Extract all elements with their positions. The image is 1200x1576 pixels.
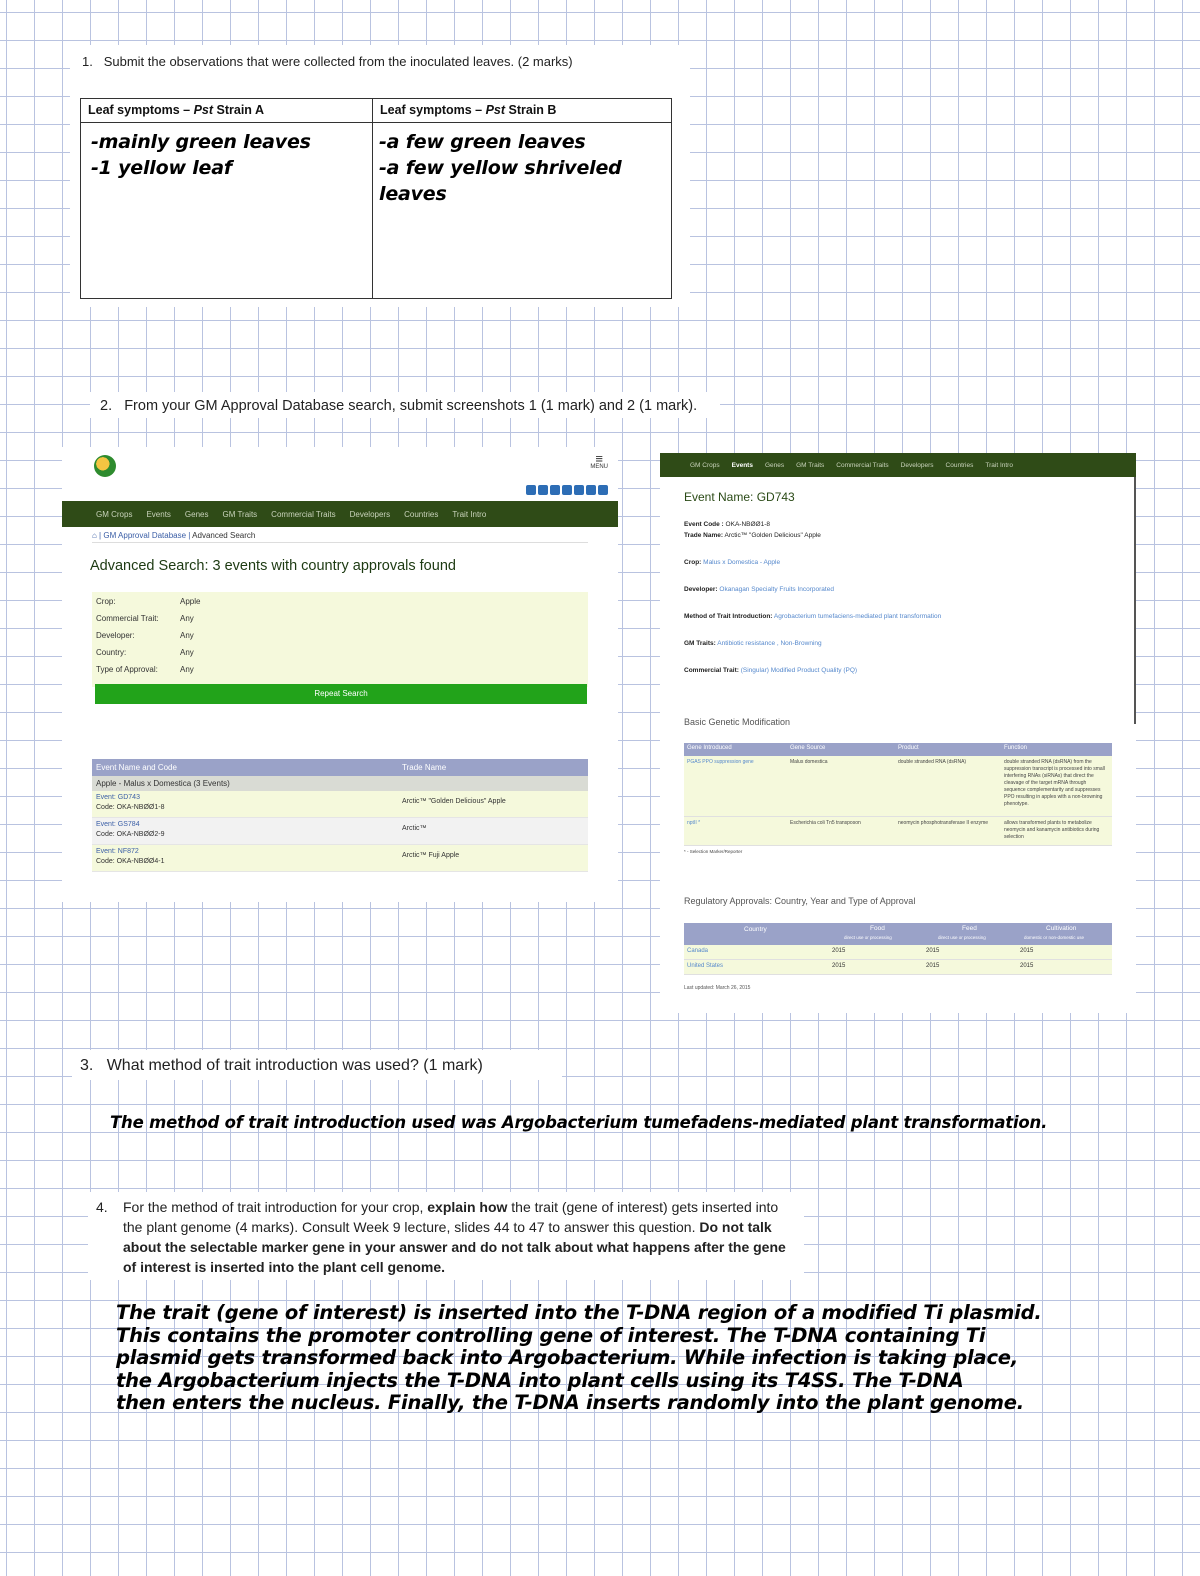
strain-a-observations: -mainly green leaves -1 yellow leaf xyxy=(91,131,311,179)
header-strain-b: Leaf symptoms – Pst Strain B xyxy=(372,99,671,123)
nav-gm-crops[interactable]: GM Crops xyxy=(690,461,720,469)
table-row: Canada 2015 2015 2015 xyxy=(684,945,1112,960)
results-group: Apple - Malus x Domestica (3 Events) xyxy=(92,776,588,791)
divider xyxy=(92,542,588,543)
nav-events[interactable]: Events xyxy=(731,461,753,469)
linkedin-icon[interactable] xyxy=(574,485,584,495)
trait-method: Method of Trait Introduction: Agrobacterium tumefaciens-mediated plant transformation xyxy=(684,613,942,620)
method-link[interactable]: Agrobacterium tumefaciens-mediated plant transformation xyxy=(773,613,942,620)
gm-traits-link[interactable]: Antibiotic resistance , Non-Browning xyxy=(717,640,822,647)
nav-countries[interactable]: Countries xyxy=(404,509,439,519)
main-nav xyxy=(62,501,618,527)
main-nav xyxy=(660,453,1136,477)
criteria-row: Commercial Trait: Any xyxy=(96,614,194,623)
nav-developers[interactable]: Developers xyxy=(900,461,934,469)
commercial-trait-link[interactable]: (Singular) Modified Product Quality (PQ) xyxy=(740,667,858,674)
trade-name: Trade Name: Arctic™ "Golden Delicious" Apple xyxy=(684,532,821,539)
nav-gm-crops[interactable]: GM Crops xyxy=(96,509,133,519)
twitter-icon[interactable] xyxy=(538,485,548,495)
email-icon[interactable] xyxy=(598,485,608,495)
criteria-row: Crop: Apple xyxy=(96,597,201,606)
column-divider xyxy=(372,123,373,298)
commercial-trait: Commercial Trait: (Singular) Modified Product Quality (PQ) xyxy=(684,667,858,674)
nav-genes[interactable]: Genes xyxy=(764,461,785,469)
menu-icon[interactable]: ≡ MENU xyxy=(590,451,608,470)
site-header xyxy=(62,447,618,484)
nav-commercial-traits[interactable]: Commercial Traits xyxy=(836,461,889,469)
results-header: Event Name and Code Trade Name xyxy=(92,759,588,776)
approvals-header: Country Food direct use or processing Feed direct use or processing Cultivation domestic or non-domestic use xyxy=(684,923,1112,945)
gene-link[interactable]: PGAS PPO suppression gene xyxy=(687,759,754,765)
header-strain-a: Leaf symptoms – Pst Strain A xyxy=(81,99,372,123)
crop: Crop: Malus x Domestica - Apple xyxy=(684,559,781,566)
screenshot-1 xyxy=(62,447,618,902)
search-criteria xyxy=(92,592,588,687)
scrollbar[interactable] xyxy=(1134,477,1136,724)
table-row: Event: GS784 Code: OKA-NBØØ2-9 Arctic™ xyxy=(92,818,588,845)
marker-note: * - Selection Marker/Reporter xyxy=(684,849,743,854)
event-title: Event Name: GD743 xyxy=(684,490,795,504)
gene-link[interactable]: nptII * xyxy=(687,820,701,826)
q4-question: 4. For the method of trait introduction for your crop, explain how the trait (gene of interest) gets inserted into the plant genome (4 marks). Consult Week 9 lecture, slides 44 to 47 to answer this question. Do not talk about the selectable marker gene in your answer and do not talk about what happens after the gene of interest is inserted into the plant cell genome. xyxy=(96,1199,786,1275)
event-link[interactable]: Event: NF872 xyxy=(96,848,139,855)
approvals-table xyxy=(684,923,1112,975)
regulatory-title: Regulatory Approvals: Country, Year and Type of Approval xyxy=(684,896,916,906)
table-row: nptII * Escherichia coli Tn5 transposon neomycin phosphotransferase II enzyme allows transformed plants to metabolize neomycin and kanamycin antibiotics during selection xyxy=(684,817,1112,846)
developer-link[interactable]: Okanagan Specialty Fruits Incorporated xyxy=(719,586,834,593)
basic-gm-title: Basic Genetic Modification xyxy=(684,717,791,727)
event-code: Event Code : OKA-NBØØ1-8 xyxy=(684,521,770,528)
nav-gm-traits[interactable]: GM Traits xyxy=(222,509,258,519)
nav-developers[interactable]: Developers xyxy=(349,509,391,519)
event-link[interactable]: Event: GS784 xyxy=(96,821,140,828)
repeat-search-button[interactable]: Repeat Search xyxy=(95,684,587,704)
last-updated: Last updated: March 26, 2015 xyxy=(684,985,751,991)
screenshot-2 xyxy=(660,453,1136,1013)
criteria-row: Country: Any xyxy=(96,648,194,657)
nav-trait-intro[interactable]: Trait Intro xyxy=(985,461,1013,469)
table-row: PGAS PPO suppression gene Malus domestica double stranded RNA (dsRNA) double stranded RNA (dsRNA) from the suppression transcript is processed into small interfering RNAs (siRNAs) that direct the cleavage of the target mRNA through sequence complementarity and suppresses PPO resulting in apples with a non-browning phenotype. xyxy=(684,756,1112,817)
nav-gm-traits[interactable]: GM Traits xyxy=(796,461,825,469)
table-row: United States 2015 2015 2015 xyxy=(684,960,1112,975)
breadcrumb-link[interactable]: GM Approval Database xyxy=(103,531,187,540)
table-row: Event: NF872 Code: OKA-NBØØ4-1 Arctic™ Fuji Apple xyxy=(92,845,588,872)
nav-events[interactable]: Events xyxy=(146,509,171,519)
table-row: Event: GD743 Code: OKA-NBØØ1-8 Arctic™ "Golden Delicious" Apple xyxy=(92,791,588,818)
gene-table-header: Gene Introduced Gene Source Product Function xyxy=(684,743,1112,756)
nav-countries[interactable]: Countries xyxy=(945,461,974,469)
crop-link[interactable]: Malus x Domestica - Apple xyxy=(703,559,781,566)
gm-traits: GM Traits: Antibiotic resistance , Non-Browning xyxy=(684,640,822,647)
q3-question: 3. What method of trait introduction was used? (1 mark) xyxy=(80,1057,483,1074)
q4-answer: The trait (gene of interest) is inserted into the T-DNA region of a modified Ti plasmid. This contains the promoter controlling gene of interest. The T-DNA containing Ti plasmid gets transformed back into Argobacterium. While infection is taking place, the Argobacterium injects the T-DNA into plant cells using its T4SS. The T-DNA then enters the nucleus. Finally, the T-DNA inserts randomly into the plant genome. xyxy=(116,1301,1042,1414)
isaaa-logo xyxy=(94,455,116,477)
criteria-row: Developer: Any xyxy=(96,631,194,640)
search-title: Advanced Search: 3 events with country approvals found xyxy=(90,558,456,574)
q2-question: 2. From your GM Approval Database search, submit screenshots 1 (1 mark) and 2 (1 mark). xyxy=(100,398,698,414)
nav-commercial-traits[interactable]: Commercial Traits xyxy=(271,509,336,519)
instagram-icon[interactable] xyxy=(550,485,560,495)
results-table xyxy=(92,759,588,872)
developer: Developer: Okanagan Specialty Fruits Incorporated xyxy=(684,586,834,593)
country-link[interactable]: United States xyxy=(687,963,724,969)
observations-table xyxy=(80,98,672,299)
social-icons xyxy=(526,485,608,495)
nav-trait-intro[interactable]: Trait Intro xyxy=(452,509,487,519)
country-link[interactable]: Canada xyxy=(687,948,709,954)
q1-question: 1. Submit the observations that were collected from the inoculated leaves. (2 marks) xyxy=(82,54,573,69)
event-link[interactable]: Event: GD743 xyxy=(96,794,140,801)
facebook-icon[interactable] xyxy=(526,485,536,495)
criteria-row: Type of Approval: Any xyxy=(96,665,194,674)
q3-answer: The method of trait introduction used was Argobacterium tumefadens-mediated plant transformation. xyxy=(110,1113,1048,1132)
rss-icon[interactable] xyxy=(586,485,596,495)
gene-table xyxy=(684,743,1112,846)
nav-genes[interactable]: Genes xyxy=(184,509,209,519)
breadcrumb: ⌂ | GM Approval Database | Advanced Search xyxy=(92,531,256,540)
youtube-icon[interactable] xyxy=(562,485,572,495)
strain-b-observations: -a few green leaves -a few yellow shriveled leaves xyxy=(379,131,622,205)
